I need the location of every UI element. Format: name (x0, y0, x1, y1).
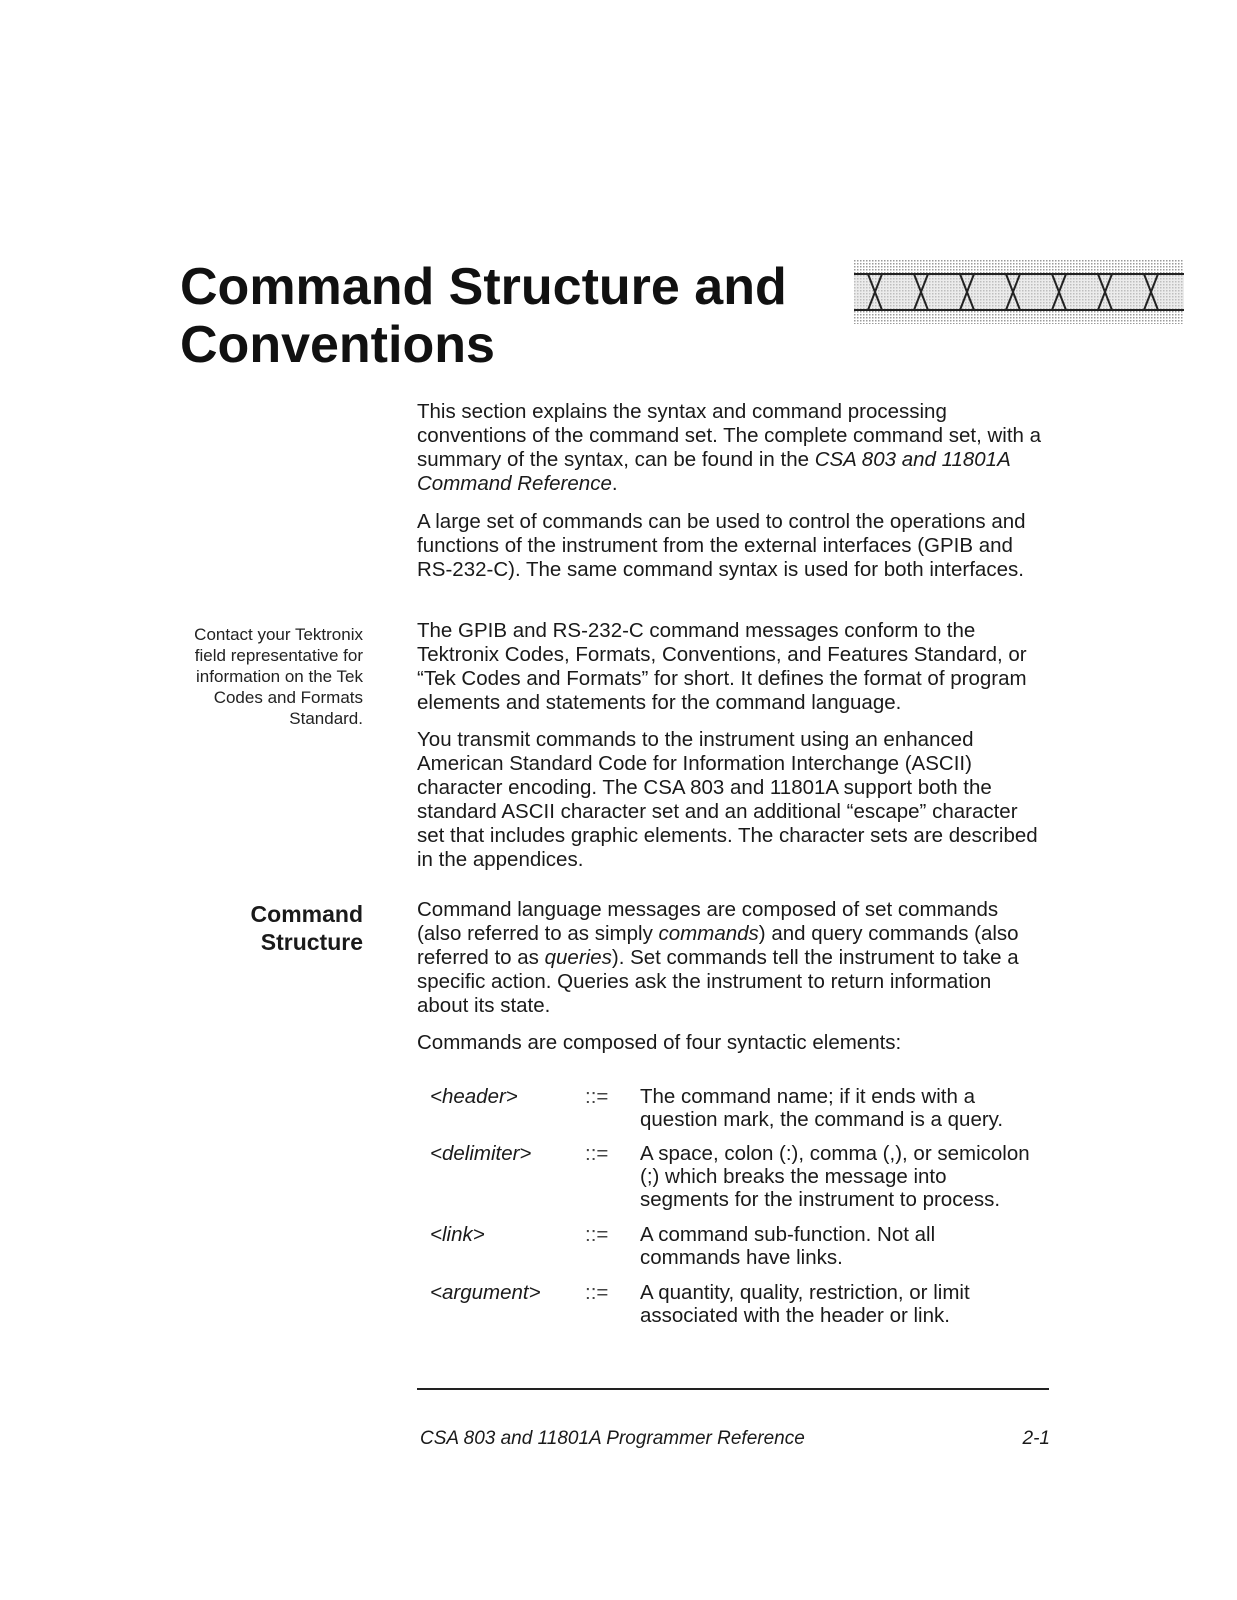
intro-paragraph-4: You transmit commands to the instrument using an enhanced American Standard Code for Information Interchange (ASCII) character encoding. The CSA 803 and 11801A support both the standard ASCII character set and an additional “escape” character set that includes graphic elements. The character sets are described in the appendices. (417, 728, 1038, 871)
page-title-line-1: Command Structure and (180, 258, 787, 316)
syntax-term: <delimiter> (430, 1142, 532, 1165)
syntax-definition: A command sub-function. Not all commands have links. (640, 1223, 936, 1269)
syntax-operator: ::= (585, 1085, 609, 1108)
command-reference-title: CSA 803 and 11801A Command Reference (417, 448, 1010, 495)
command-structure-paragraph-2: Commands are composed of four syntactic elements: (417, 1031, 902, 1054)
page-title (180, 258, 787, 374)
sidenote-tek-codes: Contact your Tektronix field representative for information on the Tek Codes and Formats Standard. (194, 625, 363, 728)
syntax-operator: ::= (585, 1142, 609, 1165)
footer-title: CSA 803 and 11801A Programmer Reference (420, 1428, 805, 1449)
syntax-operator: ::= (585, 1281, 609, 1304)
syntax-definition: A space, colon (:), comma (,), or semicolon (;) which breaks the message into segments for the instrument to process. (640, 1142, 1030, 1211)
intro-paragraph-3: The GPIB and RS-232-C command messages conform to the Tektronix Codes, Formats, Conventions, and Features Standard, or “Tek Codes and Formats” for short. It defines the format of program elements and statements for the command language. (417, 619, 1027, 714)
syntax-operator: ::= (585, 1223, 609, 1246)
footer-divider (417, 1388, 1049, 1390)
syntax-definition: The command name; if it ends with a question mark, the command is a query. (640, 1085, 1004, 1131)
syntax-definition: A quantity, quality, restriction, or limit associated with the header or link. (640, 1281, 970, 1327)
intro-paragraph-1: This section explains the syntax and command processing conventions of the command set. The complete command set, with a summary of the syntax, can be found in the CSA 803 and 11801A Command Reference. (417, 400, 1042, 495)
page-title-line-2: Conventions (180, 316, 495, 374)
syntax-term: <argument> (430, 1281, 541, 1304)
syntax-term: <link> (430, 1223, 485, 1246)
page-number: 2-1 (1022, 1428, 1050, 1449)
command-structure-paragraph-1: Command language messages are composed of set commands (also referred to as simply commands) and query commands (also referred to as queries). Set commands tell the instrument to take a specific action. Queries ask the instrument to return information about its state. (417, 898, 1019, 1017)
intro-paragraph-2: A large set of commands can be used to control the operations and functions of the instrument from the external interfaces (GPIB and RS-232-C). The same command syntax is used for both interfaces. (417, 510, 1026, 581)
syntax-term: <header> (430, 1085, 518, 1108)
section-heading-command-structure: Command Structure (250, 901, 363, 955)
waveform-banner-graphic (854, 260, 1184, 324)
